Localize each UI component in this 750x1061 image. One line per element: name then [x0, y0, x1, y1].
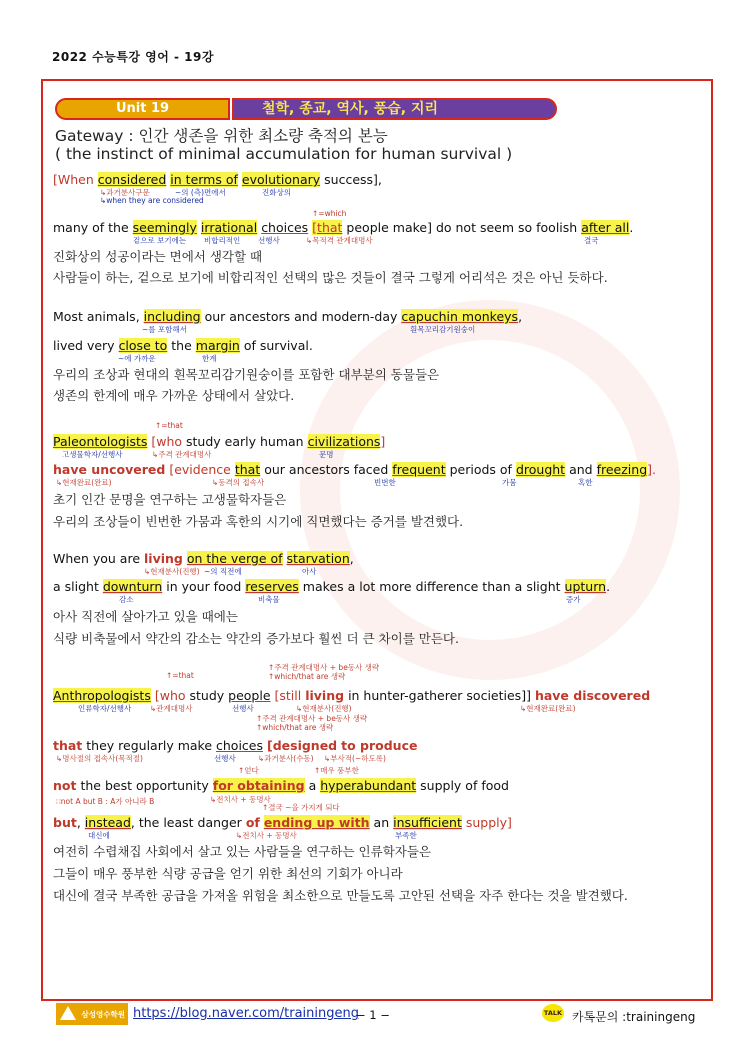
word: margin	[195, 338, 240, 353]
annotation: ↳현재분사(진행)	[296, 704, 352, 713]
word: hyperabundant	[320, 778, 417, 793]
annotation: 선행사	[258, 236, 280, 245]
word: they regularly make	[86, 738, 213, 753]
word: civilizations	[307, 434, 381, 449]
word: that	[53, 738, 83, 753]
word: choices	[216, 738, 263, 753]
word: Most animals,	[53, 309, 140, 324]
gateway-title	[55, 127, 512, 163]
annotation: ~를 포함해서	[142, 325, 187, 334]
annotation: ↑=that	[155, 421, 183, 430]
unit-badge: Unit 19	[55, 98, 230, 120]
word: lived very	[53, 338, 115, 353]
p2-translation-2: 생존의 한계에 매우 가까운 상태에서 살았다.	[53, 388, 295, 403]
word: and	[569, 462, 593, 477]
word: insufficient	[393, 815, 462, 830]
annotation: ↑주격 관계대명사 + be동사 생략	[268, 663, 380, 672]
annotation: 선행사	[214, 754, 236, 763]
gateway-title-en: ( the instinct of minimal accumulation for human survival )	[55, 145, 513, 163]
word: [who	[151, 434, 183, 449]
p4-translation-1: 아사 직전에 살아가고 있을 때에는	[53, 609, 238, 624]
annotation: 부족한	[395, 831, 417, 840]
p2-translation-1: 우리의 조상과 현대의 흰목꼬리감기원숭이를 포함한 대부분의 동물들은	[53, 367, 440, 382]
word: to produce	[341, 738, 418, 753]
annotation: ~의 (측)면에서	[175, 188, 226, 197]
word: ending up with	[263, 815, 370, 830]
word: capuchin monkeys	[401, 309, 519, 324]
subject-badge: 철학, 종교, 역사, 풍습, 지리	[232, 98, 557, 120]
annotation: ↳주격 관계대명사	[152, 450, 212, 459]
p1-sentence-2	[53, 220, 633, 235]
p1-translation-2: 사람들이 하는, 겉으로 보기에 비합리적인 선택의 많은 것들이 결국 그렇게 어리석은 것은 아닌 듯하다.	[53, 270, 608, 285]
word: [evidence	[169, 462, 231, 477]
annotation: ↳과거분사구문	[100, 188, 150, 197]
word: instead	[84, 815, 131, 830]
word: upturn	[564, 579, 607, 594]
word: after all	[581, 220, 630, 235]
document-title: 2022 수능특강 영어 - 19강	[52, 50, 214, 64]
word: the best opportunity	[80, 778, 209, 793]
word: have discovered	[534, 688, 651, 703]
annotation: 혹한	[578, 478, 593, 487]
annotation: 빈번한	[374, 478, 396, 487]
word: .	[606, 579, 611, 594]
annotation: 진화상의	[262, 188, 291, 197]
word: living	[305, 688, 345, 703]
word: periods of	[449, 462, 512, 477]
word: ]	[380, 434, 386, 449]
word: [still	[274, 688, 302, 703]
word: people make]	[346, 220, 432, 235]
word: success],	[324, 172, 382, 187]
annotation: 비축물	[258, 595, 280, 604]
word: in your food	[166, 579, 242, 594]
annotation: 한계	[202, 354, 217, 363]
annotation: ↑매우 풍부한	[314, 766, 359, 775]
annotation: 문명	[319, 450, 334, 459]
p3-translation-2: 우리의 조상들이 빈번한 가뭄과 혹한의 시기에 직면했다는 증거를 발견했다.	[53, 514, 464, 529]
word: ,	[518, 309, 523, 324]
annotation: ↳목적격 관계대명사	[306, 236, 373, 245]
annotation: ∷not A but B : A가 아니라 B	[56, 797, 155, 806]
annotation: ~의 직전에	[204, 567, 242, 576]
annotation: 비합리적인	[204, 236, 241, 245]
blog-link[interactable]: https://blog.naver.com/trainingeng	[133, 1006, 359, 1021]
p3-sentence-1	[53, 434, 385, 449]
annotation: 겉으로 보기에는	[133, 236, 187, 245]
annotation: ↳when they are considered	[100, 196, 204, 205]
word: .	[629, 220, 634, 235]
p5-sentence-4	[53, 815, 512, 830]
annotation: ↳현재완료(완료)	[56, 478, 112, 487]
word: irrational	[200, 220, 258, 235]
p5-sentence-3	[53, 778, 509, 793]
annotation: 감소	[119, 595, 134, 604]
word: evolutionary	[241, 172, 321, 187]
word: close to	[118, 338, 168, 353]
content-frame	[41, 79, 713, 1001]
word: Anthropologists	[53, 688, 151, 703]
word: ].	[647, 462, 656, 477]
p5-sentence-1	[53, 688, 650, 703]
word: [who	[154, 688, 186, 703]
word: ,	[349, 551, 354, 566]
annotation: ↳과거분사(수동)	[258, 754, 314, 763]
word: people	[228, 688, 271, 703]
word: of	[245, 815, 260, 830]
word: makes a lot more difference than a slight	[302, 579, 561, 594]
annotation: 증가	[566, 595, 581, 604]
word: , the least danger	[130, 815, 242, 830]
p2-sentence-1	[53, 309, 522, 324]
annotation: ↑=that	[166, 671, 194, 680]
annotation: 결국	[584, 236, 599, 245]
word: downturn	[102, 579, 163, 594]
p1-translation-1: 진화상의 성공이라는 면에서 생각할 때	[53, 249, 263, 264]
word: considered	[97, 172, 167, 187]
word: but	[53, 815, 77, 830]
annotation: ↑주격 관계대명사 + be동사 생략	[256, 714, 368, 723]
p2-sentence-2	[53, 338, 313, 353]
word: in terms of	[170, 172, 238, 187]
annotation: 인류학자/선행사	[78, 704, 132, 713]
word: do not seem so foolish	[435, 220, 578, 235]
word: study	[189, 688, 225, 703]
annotation: 고생물학자/선행사	[62, 450, 123, 459]
p5-translation-1: 여전히 수렵채집 사회에서 살고 있는 사람들을 연구하는 인류학자들은	[53, 844, 431, 859]
word: of survival.	[243, 338, 313, 353]
p5-sentence-2	[53, 738, 417, 753]
page-number: − 1 −	[356, 1008, 390, 1022]
p3-translation-1: 초기 인간 문명을 연구하는 고생물학자들은	[53, 492, 287, 507]
p1-sentence-1	[53, 172, 382, 187]
annotation: ↑결국 ~을 가지게 되다	[262, 803, 340, 812]
word: frequent	[392, 462, 446, 477]
word: [designed	[266, 738, 338, 753]
word: not	[53, 778, 77, 793]
logo-mountain-icon	[60, 1006, 76, 1020]
p4-sentence-1	[53, 551, 354, 566]
word: an	[373, 815, 390, 830]
annotation: ↑=which	[312, 209, 347, 218]
annotation: ~에 가까운	[118, 354, 156, 363]
word: ,	[76, 815, 81, 830]
word: [When	[53, 172, 94, 187]
kakao-contact: 카톡문의 :trainingeng	[572, 1010, 696, 1024]
annotation: ↑얻다	[238, 766, 259, 775]
word: [that	[312, 220, 343, 235]
annotation: 대신에	[88, 831, 110, 840]
word: freezing	[596, 462, 648, 477]
word: a slight	[53, 579, 99, 594]
word: in hunter-gatherer societies]]	[348, 688, 531, 703]
word: supply of food	[420, 778, 509, 793]
word: choices	[261, 220, 309, 235]
annotation: ↳관계대명사	[150, 704, 193, 713]
word: the	[171, 338, 192, 353]
annotation: ↳현재완료(완료)	[520, 704, 576, 713]
word: including	[143, 309, 201, 324]
p4-sentence-2	[53, 579, 610, 594]
p5-translation-3: 대신에 결국 부족한 공급을 가져올 위험을 최소한으로 만들도록 고안된 선택을 자주 한다는 것을 발견했다.	[53, 888, 628, 903]
word: for obtaining	[212, 778, 305, 793]
word: a	[308, 778, 317, 793]
annotation: ↳전치사 + 동명사	[236, 831, 297, 840]
annotation: ↳전치사 + 동명사	[210, 795, 271, 804]
word: on the verge of	[186, 551, 283, 566]
kakaotalk-icon: TALK	[542, 1004, 564, 1022]
annotation: ↳부사적(~하도록)	[324, 754, 386, 763]
annotation: ↳현재분사(진행)	[144, 567, 200, 576]
annotation: ↳명사절의 접속사(목적절)	[56, 754, 143, 763]
annotation: 가뭄	[502, 478, 517, 487]
word: Paleontologists	[53, 434, 148, 449]
word: our ancestors and modern-day	[204, 309, 398, 324]
word: reserves	[245, 579, 299, 594]
word: have uncovered	[53, 462, 166, 477]
word: drought	[515, 462, 566, 477]
annotation: ↑which/that are 생략	[256, 723, 334, 732]
word: living	[144, 551, 183, 566]
word: study early human	[186, 434, 304, 449]
word: starvation	[286, 551, 350, 566]
annotation: ↑which/that are 생략	[268, 672, 346, 681]
annotation: 아사	[302, 567, 317, 576]
academy-logo	[56, 1003, 128, 1025]
word: seemingly	[132, 220, 197, 235]
p3-sentence-2	[53, 462, 656, 477]
annotation: 흰목꼬리감기원숭이	[410, 325, 476, 334]
word: many of the	[53, 220, 129, 235]
p5-translation-2: 그들이 매우 풍부한 식량 공급을 얻기 위한 최선의 기회가 아니라	[53, 866, 403, 881]
word: When you are	[53, 551, 141, 566]
logo-text: 삼성영수학원	[81, 1009, 125, 1019]
word: supply]	[465, 815, 512, 830]
word: our ancestors faced	[264, 462, 389, 477]
gateway-title-kr: Gateway : 인간 생존을 위한 최소량 축적의 본능	[55, 127, 388, 145]
annotation: ↳동격의 접속사	[212, 478, 265, 487]
annotation: 선행사	[232, 704, 254, 713]
word: that	[234, 462, 261, 477]
p4-translation-2: 식량 비축물에서 약간의 감소는 약간의 증가보다 훨씬 더 큰 차이를 만든다.	[53, 631, 459, 646]
